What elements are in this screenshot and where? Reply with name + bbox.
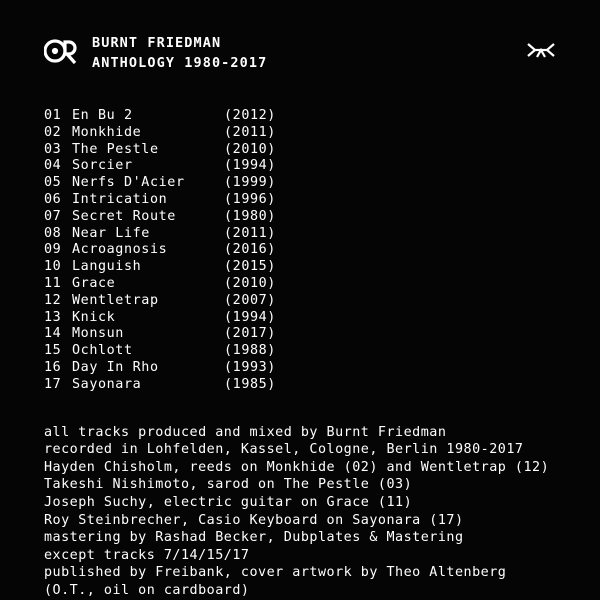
track-number: 02 bbox=[44, 124, 62, 140]
track-year: (1980) bbox=[224, 208, 276, 224]
track-number: 17 bbox=[44, 376, 62, 392]
credit-line: Takeshi Nishimoto, sarod on The Pestle (03) bbox=[44, 477, 413, 493]
track-title: Intrication bbox=[72, 191, 168, 207]
track-year: (1996) bbox=[224, 191, 276, 207]
track-number: 03 bbox=[44, 141, 62, 157]
track-title: Nerfs D'Acier bbox=[72, 175, 185, 191]
table-row bbox=[44, 343, 556, 360]
track-title: Wentletrap bbox=[72, 292, 159, 308]
track-title: Languish bbox=[72, 259, 142, 275]
track-year: (2011) bbox=[224, 124, 276, 140]
track-title: The Pestle bbox=[72, 141, 159, 157]
track-number: 15 bbox=[44, 343, 62, 359]
track-title: Sayonara bbox=[72, 376, 142, 392]
track-number: 10 bbox=[44, 259, 62, 275]
artist-name: BURNT FRIEDMAN bbox=[92, 35, 222, 51]
track-number: 13 bbox=[44, 309, 62, 325]
track-year: (2017) bbox=[224, 326, 276, 342]
table-row bbox=[44, 276, 556, 293]
track-title: Ochlott bbox=[72, 343, 133, 359]
track-title: Acroagnosis bbox=[72, 242, 168, 258]
credit-line: (O.T., oil on cardboard) bbox=[44, 582, 250, 598]
table-row bbox=[44, 360, 556, 377]
track-number: 01 bbox=[44, 108, 62, 123]
credits-block bbox=[44, 424, 556, 600]
track-number: 16 bbox=[44, 359, 62, 375]
table-row bbox=[44, 142, 556, 159]
track-title: En Bu 2 bbox=[72, 108, 133, 123]
track-title: Sorcier bbox=[72, 158, 133, 174]
track-year: (1994) bbox=[224, 309, 276, 325]
table-row bbox=[44, 242, 556, 259]
track-title: Knick bbox=[72, 309, 116, 325]
track-year: (2007) bbox=[224, 292, 276, 308]
table-row bbox=[44, 259, 556, 276]
track-title: Near Life bbox=[72, 225, 150, 241]
track-year: (2010) bbox=[224, 141, 276, 157]
nonplace-circle-logo-icon bbox=[44, 36, 78, 66]
label-chevron-mark-icon bbox=[526, 40, 556, 60]
credit-line: published by Freibank, cover artwork by Theo Altenberg bbox=[44, 565, 507, 581]
table-row bbox=[44, 108, 556, 125]
credit-line: Roy Steinbrecher, Casio Keyboard on Sayonara (17) bbox=[44, 512, 464, 528]
track-year: (1985) bbox=[224, 376, 276, 392]
track-year: (2010) bbox=[224, 275, 276, 291]
table-row bbox=[44, 377, 556, 394]
table-row bbox=[44, 192, 556, 209]
track-number: 06 bbox=[44, 191, 62, 207]
credit-line: except tracks 7/14/15/17 bbox=[44, 547, 250, 563]
track-number: 09 bbox=[44, 242, 62, 258]
title-block bbox=[92, 34, 267, 72]
track-number: 07 bbox=[44, 208, 62, 224]
track-title: Monsun bbox=[72, 326, 124, 342]
credit-line: recorded in Lohfelden, Kassel, Cologne, Berlin 1980-2017 bbox=[44, 442, 524, 458]
track-number: 08 bbox=[44, 225, 62, 241]
track-number: 04 bbox=[44, 158, 62, 174]
table-row bbox=[44, 209, 556, 226]
track-year: (1988) bbox=[224, 343, 276, 359]
track-year: (1999) bbox=[224, 175, 276, 191]
table-row bbox=[44, 293, 556, 310]
track-year: (2012) bbox=[224, 108, 276, 123]
track-number: 14 bbox=[44, 326, 62, 342]
credit-line: mastering by Rashad Becker, Dubplates & Mastering bbox=[44, 530, 464, 546]
table-row bbox=[44, 326, 556, 343]
table-row bbox=[44, 158, 556, 175]
track-title: Grace bbox=[72, 275, 116, 291]
sleeve-header bbox=[44, 34, 556, 80]
track-number: 05 bbox=[44, 175, 62, 191]
track-year: (2011) bbox=[224, 225, 276, 241]
track-year: (2016) bbox=[224, 242, 276, 258]
album-title: ANTHOLOGY 1980-2017 bbox=[92, 55, 268, 71]
credit-line: all tracks produced and mixed by Burnt Friedman bbox=[44, 424, 447, 440]
table-row bbox=[44, 125, 556, 142]
track-title: Secret Route bbox=[72, 208, 176, 224]
table-row bbox=[44, 310, 556, 327]
table-row bbox=[44, 175, 556, 192]
track-title: Monkhide bbox=[72, 124, 142, 140]
track-year: (1993) bbox=[224, 359, 276, 375]
credit-line: Joseph Suchy, electric guitar on Grace (11) bbox=[44, 494, 413, 510]
track-title: Day In Rho bbox=[72, 359, 159, 375]
track-year: (1994) bbox=[224, 158, 276, 174]
tracklist bbox=[44, 108, 556, 394]
track-number: 12 bbox=[44, 292, 62, 308]
track-year: (2015) bbox=[224, 259, 276, 275]
credit-line: Hayden Chisholm, reeds on Monkhide (02) and Wentletrap (12) bbox=[44, 459, 550, 475]
table-row bbox=[44, 226, 556, 243]
track-number: 11 bbox=[44, 275, 62, 291]
